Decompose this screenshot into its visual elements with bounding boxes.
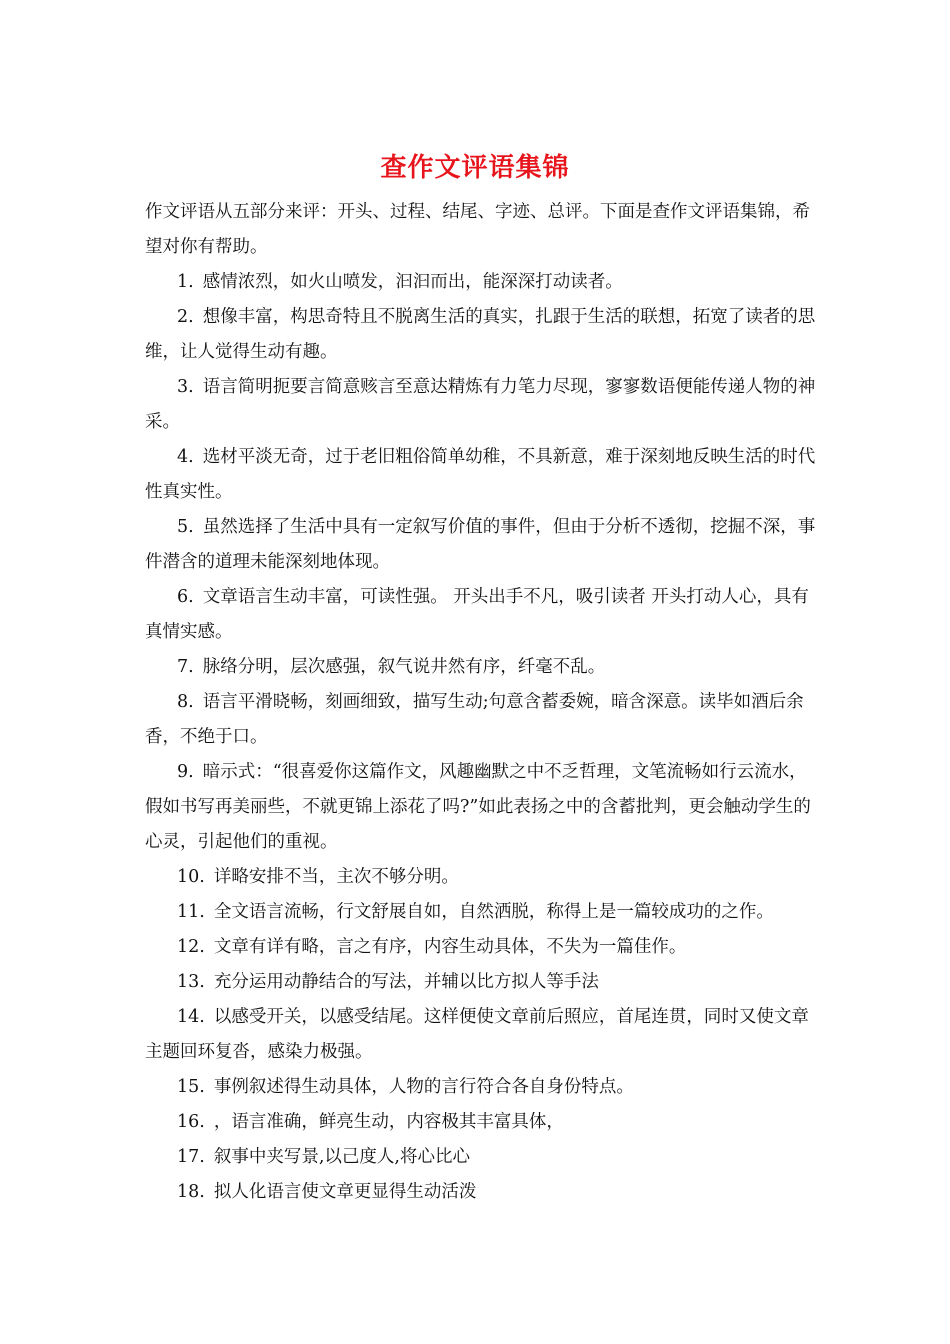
item-number: 6.	[177, 587, 194, 607]
list-item	[145, 1140, 817, 1175]
document-title: 查作文评语集锦	[380, 153, 570, 183]
list-item	[145, 580, 817, 650]
list-item	[145, 510, 817, 580]
item-text: 脉络分明，层次感强，叙气说井然有序，纤毫不乱。	[202, 657, 606, 677]
list-item	[145, 1105, 817, 1140]
list-item	[145, 440, 817, 510]
item-number: 5.	[177, 517, 194, 537]
item-text: 暗示式：“很喜爱你这篇作文，风趣幽默之中不乏哲理，文笔流畅如行云流水，假如书写再美丽些，不就更锦上添花了吗?”如此表扬之中的含蓄批判，更会触动学生的心灵，引起他们的重视。	[145, 762, 811, 852]
item-number: 15.	[177, 1077, 205, 1097]
list-item	[145, 265, 817, 300]
item-number: 17.	[177, 1147, 205, 1167]
item-text: 虽然选择了生活中具有一定叙写价值的事件，但由于分析不透彻，挖掘不深，事件潜含的道理未能深刻地体现。	[145, 517, 816, 572]
list-item	[145, 965, 817, 1000]
list-item	[145, 370, 817, 440]
item-text: 叙事中夹写景,以己度人,将心比心	[213, 1147, 470, 1167]
item-text: 充分运用动静结合的写法，并辅以比方拟人等手法	[213, 972, 599, 992]
document-body	[145, 195, 817, 1210]
item-text: ，语言准确，鲜亮生动，内容极其丰富具体，	[213, 1112, 564, 1132]
item-text: 以感受开关，以感受结尾。这样便使文章前后照应，首尾连贯，同时又使文章主题回环复沓，感染力极强。	[145, 1007, 809, 1062]
item-text: 语言平滑晓畅，刻画细致，描写生动;句意含蓄委婉，暗含深意。读毕如酒后余香，不绝于口。	[145, 692, 804, 747]
item-text: 详略安排不当，主次不够分明。	[213, 867, 459, 887]
list-item	[145, 685, 817, 755]
list-item	[145, 1175, 817, 1210]
item-number: 9.	[177, 762, 194, 782]
item-number: 11.	[177, 902, 205, 922]
item-number: 2.	[177, 307, 194, 327]
item-number: 16.	[177, 1112, 205, 1132]
list-item	[145, 755, 817, 860]
item-text: 选材平淡无奇，过于老旧粗俗简单幼稚，不具新意，难于深刻地反映生活的时代性真实性。	[145, 447, 816, 502]
item-number: 8.	[177, 692, 194, 712]
item-text: 想像丰富，构思奇特且不脱离生活的真实，扎跟于生活的联想，拓宽了读者的思维，让人觉得生动有趣。	[145, 307, 816, 362]
intro-paragraph: 作文评语从五部分来评：开头、过程、结尾、字迹、总评。下面是查作文评语集锦，希望对你有帮助。	[145, 202, 810, 257]
item-number: 10.	[177, 867, 205, 887]
item-number: 4.	[177, 447, 194, 467]
item-number: 1.	[177, 272, 194, 292]
list-item	[145, 895, 817, 930]
item-number: 7.	[177, 657, 194, 677]
item-number: 14.	[177, 1007, 205, 1027]
item-text: 文章语言生动丰富，可读性强。 开头出手不凡，吸引读者 开头打动人心，具有真情实感。	[145, 587, 809, 642]
item-number: 3.	[177, 377, 194, 397]
list-item	[145, 1070, 817, 1105]
item-text: 拟人化语言使文章更显得生动活泼	[213, 1182, 477, 1202]
item-number: 18.	[177, 1182, 205, 1202]
item-text: 事例叙述得生动具体，人物的言行符合各自身份特点。	[213, 1077, 634, 1097]
list-item	[145, 860, 817, 895]
item-text: 感情浓烈，如火山喷发，汩汩而出，能深深打动读者。	[202, 272, 623, 292]
item-text: 全文语言流畅，行文舒展自如，自然洒脱，称得上是一篇较成功的之作。	[213, 902, 774, 922]
list-item	[145, 1000, 817, 1070]
item-number: 13.	[177, 972, 205, 992]
list-item	[145, 650, 817, 685]
list-item	[145, 930, 817, 965]
item-text: 文章有详有略，言之有序，内容生动具体，不失为一篇佳作。	[213, 937, 687, 957]
item-text: 语言简明扼要言简意赅言至意达精炼有力笔力尽现，寥寥数语便能传递人物的神采。	[145, 377, 816, 432]
list-item	[145, 300, 817, 370]
item-number: 12.	[177, 937, 205, 957]
